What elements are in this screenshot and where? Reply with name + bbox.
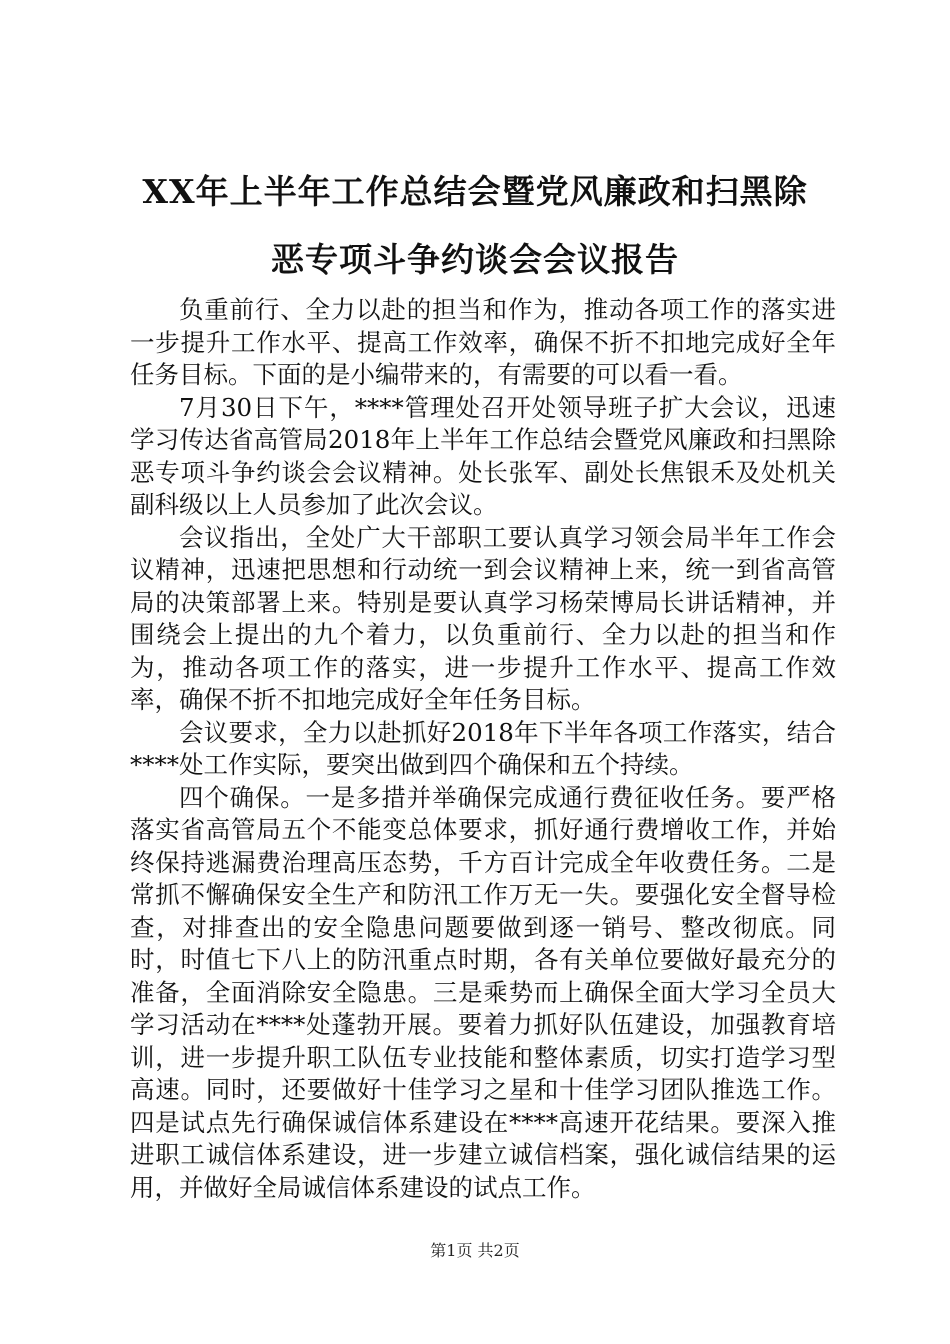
document-body [130, 294, 836, 1204]
document-title [60, 158, 890, 294]
paragraph-meeting-summary: 7月30日下午，****管理处召开处领导班子扩大会议，迅速学习传达省高管局2018年上半年工作总结会暨党风廉政和扫黑除恶专项斗争约谈会会议精神。处长张军、副处长焦银禾及处机关副科级以上人员参加了此次会议。 [130, 392, 836, 519]
paragraph-four-ensures: 四个确保。一是多措并举确保完成通行费征收任务。要严格落实省高管局五个不能变总体要求，抓好通行费增收工作，并始终保持逃漏费治理高压态势，千方百计完成全年收费任务。二是常抓不懈确保安全生产和防汛工作万无一失。要强化安全督导检查，对排查出的安全隐患问题要做到逐一销号、整改彻底。同时，时值七下八上的防汛重点时期，各有关单位要做好最充分的准备，全面消除安全隐患。三是乘势而上确保全面大学习全员大学习活动在****处蓬勃开展。要着力抓好队伍建设，加强教育培训，进一步提升职工队伍专业技能和整体素质，切实打造学习型高速。同时，还要做好十佳学习之星和十佳学习团队推选工作。四是试点先行确保诚信体系建设在****高速开花结果。要深入推进职工诚信体系建设，进一步建立诚信档案，强化诚信结果的运用，并做好全局诚信体系建设的试点工作。 [130, 782, 836, 1202]
title-line-1: XX年上半年工作总结会暨党风廉政和扫黑除 [142, 172, 808, 211]
title-line-2: 恶专项斗争约谈会会议报告 [271, 240, 679, 279]
paragraph-intro: 负重前行、全力以赴的担当和作为，推动各项工作的落实进一步提升工作水平、提高工作效率，确保不折不扣地完成好全年任务目标。下面的是小编带来的，有需要的可以看一看。 [130, 295, 836, 389]
paragraph-meeting-points: 会议指出，全处广大干部职工要认真学习领会局半年工作会议精神，迅速把思想和行动统一到会议精神上来，统一到省高管局的决策部署上来。特别是要认真学习杨荣博局长讲话精神，并围绕会上提出的九个着力，以负重前行、全力以赴的担当和作为，推动各项工作的落实，进一步提升工作水平、提高工作效率，确保不折不扣地完成好全年任务目标。 [130, 522, 836, 714]
paragraph-meeting-requirements: 会议要求，全力以赴抓好2018年下半年各项工作落实，结合****处工作实际，要突出做到四个确保和五个持续。 [130, 717, 836, 779]
page-number-footer: 第1页 共2页 [430, 1241, 520, 1260]
